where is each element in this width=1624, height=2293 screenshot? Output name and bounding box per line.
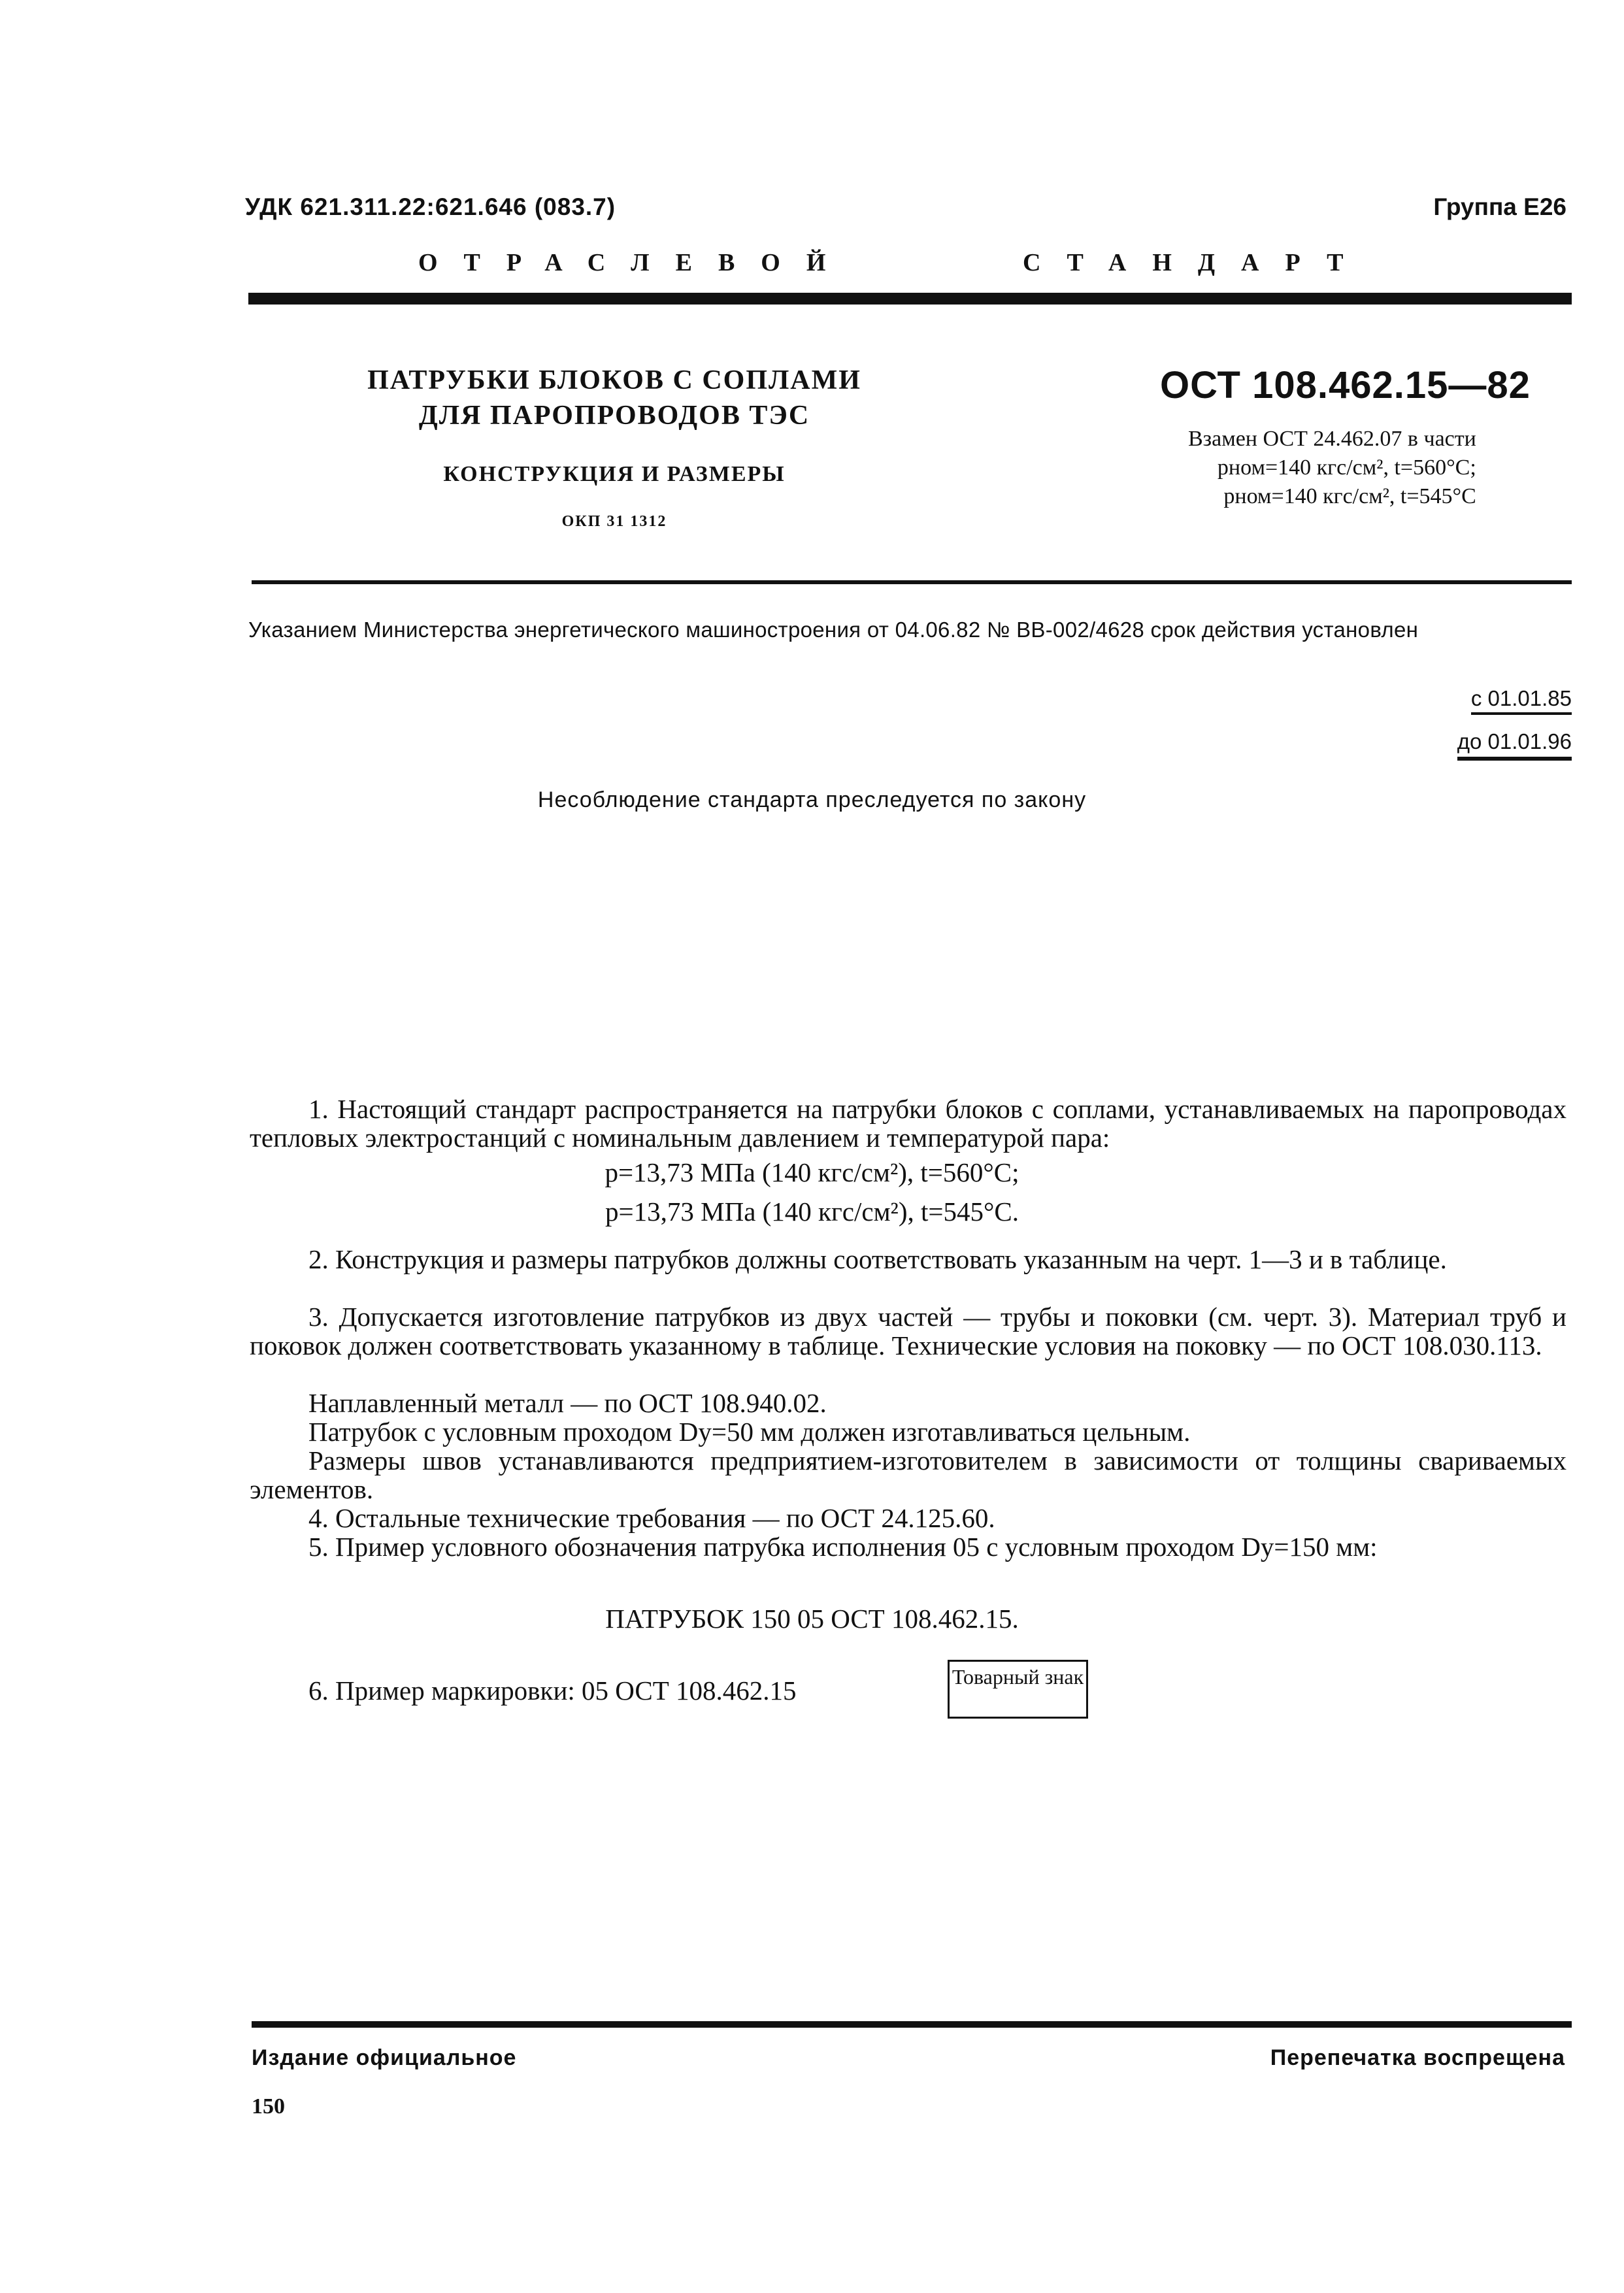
title-block: [366, 363, 863, 531]
page-number: 150: [252, 2094, 285, 2119]
official-edition: Издание официальное: [252, 2045, 517, 2070]
valid-from-date: с 01.01.85: [1471, 686, 1572, 715]
paragraph-3: 3. Допускается изготовление патрубков из двух частей — трубы и поковки (см. черт. 3). Материал труб и поковок должен соответствовать указанному в таблице. Технические условия на поковку — по ОСТ 108.030.113.: [250, 1302, 1566, 1361]
formula-1: p=13,73 МПа (140 кгс/см²), t=560°C;: [605, 1157, 1019, 1187]
paragraph-3b: Патрубок с условным проходом Dy=50 мм должен изготавливаться цельным.: [308, 1417, 1191, 1447]
trademark-box: Товарный знак: [948, 1660, 1088, 1719]
valid-to-date: до 01.01.96: [1457, 729, 1572, 761]
replaces-note: [1188, 425, 1476, 511]
formula-2: p=13,73 МПа (140 кгс/см²), t=545°C.: [605, 1196, 1019, 1227]
replaces-line-1: Взамен ОСТ 24.462.07 в части: [1188, 427, 1476, 451]
example-designation: ПАТРУБОК 150 05 ОСТ 108.462.15.: [605, 1604, 1019, 1634]
standard-type-left: ОТРАСЛЕВОЙ: [418, 249, 852, 276]
group-code: Группа Е26: [1433, 193, 1566, 220]
standard-type-right: СТАНДАРТ: [1023, 249, 1370, 276]
udk-code: УДК 621.311.22:621.646 (083.7): [245, 193, 616, 220]
replaces-line-3: pном=140 кгс/см², t=545°C: [1223, 484, 1476, 508]
paragraph-3a: Наплавленный металл — по ОСТ 108.940.02.: [308, 1388, 827, 1418]
paragraph-3c: Размеры швов устанавливаются предприятием-изготовителем в зависимости от толщины свариваемых элементов.: [250, 1445, 1566, 1504]
paragraph-5: 5. Пример условного обозначения патрубка исполнения 05 с условным проходом Dy=150 мм:: [308, 1532, 1378, 1562]
paragraph-4: 4. Остальные технические требования — по ОСТ 24.125.60.: [308, 1503, 995, 1533]
title-line-1: ПАТРУБКИ БЛОКОВ С СОПЛАМИ: [367, 365, 861, 395]
ministry-instruction: Указанием Министерства энергетического машиностроения от 04.06.82 № ВВ-002/4628 срок действия установлен: [248, 618, 1419, 642]
subtitle: КОНСТРУКЦИЯ И РАЗМЕРЫ: [443, 462, 786, 486]
middle-rule: [252, 580, 1572, 584]
standard-number: ОСТ 108.462.15—82: [1160, 364, 1531, 406]
paragraph-2: 2. Конструкция и размеры патрубков должны соответствовать указанным на черт. 1—3 и в таблице.: [308, 1244, 1447, 1274]
title-line-2: ДЛЯ ПАРОПРОВОДОВ ТЭС: [418, 401, 810, 431]
reprint-prohibited: Перепечатка воспрещена: [1270, 2045, 1565, 2070]
okp-code: ОКП 31 1312: [561, 513, 667, 530]
replaces-line-2: pном=140 кгс/см², t=560°C;: [1217, 455, 1476, 480]
legal-notice: Несоблюдение стандарта преследуется по закону: [537, 787, 1087, 812]
paragraph-6: 6. Пример маркировки: 05 ОСТ 108.462.15: [308, 1675, 797, 1706]
top-rule: [248, 293, 1572, 305]
bottom-rule: [252, 2021, 1572, 2028]
paragraph-1: 1. Настоящий стандарт распространяется на патрубки блоков с соплами, устанавливаемых на паропроводах тепловых электростанций с номинальным давлением и температурой пара:: [250, 1094, 1566, 1153]
